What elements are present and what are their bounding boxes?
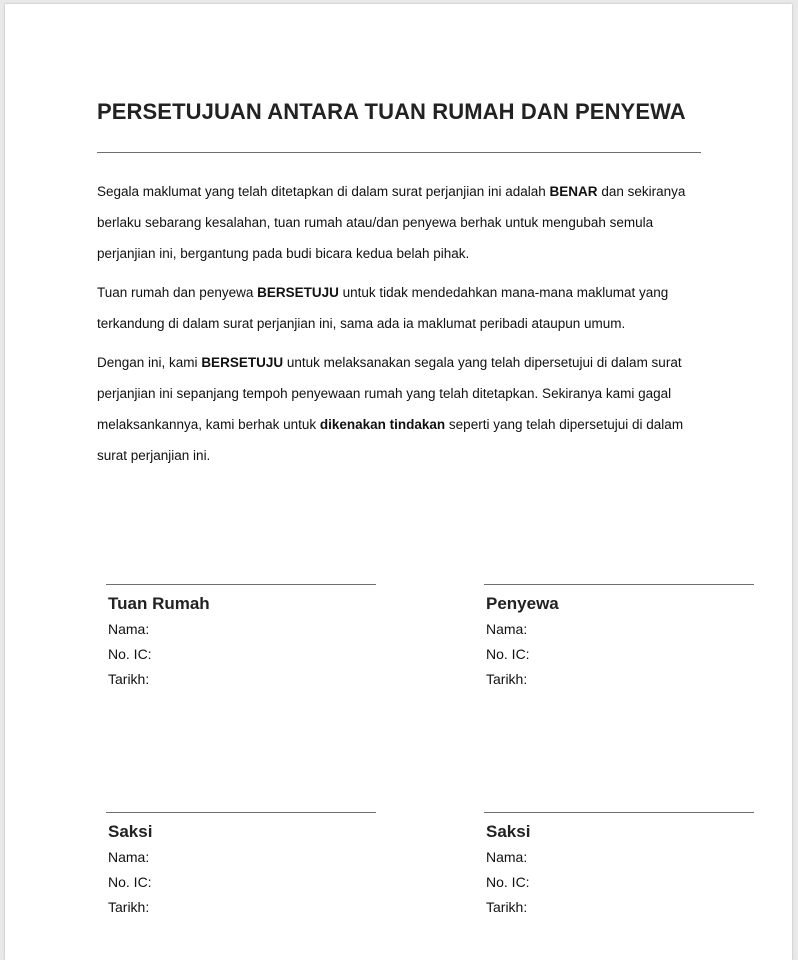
ic-field-label: No. IC: — [108, 874, 152, 890]
signature-title: Penyewa — [486, 594, 559, 613]
paragraph-text: Segala maklumat yang telah ditetapkan di dalam surat perjanjian ini adalah — [97, 184, 550, 199]
title-divider — [97, 152, 701, 153]
signature-title: Saksi — [108, 822, 153, 841]
agreement-body — [97, 176, 705, 479]
emphasis-text: dikenakan tindakan — [319, 417, 446, 432]
signature-block-penyewa — [484, 584, 754, 692]
agreement-paragraph — [97, 277, 705, 339]
ic-field-label: No. IC: — [486, 874, 530, 890]
signature-line — [484, 584, 754, 585]
name-field-label: Nama: — [486, 849, 528, 865]
signature-line — [106, 812, 376, 813]
name-field-label: Nama: — [486, 621, 528, 637]
ic-field-label: No. IC: — [108, 646, 152, 662]
date-field-label: Tarikh: — [108, 671, 150, 687]
document-page — [5, 4, 792, 960]
signature-line — [106, 584, 376, 585]
paragraph-text: Tuan rumah dan penyewa — [97, 285, 258, 300]
paragraph-text: untuk tidak mendedahkan mana-mana maklumat yang terkandung di dalam surat perjanjian ini, sama ada ia maklumat peribadi ataupun umum. — [97, 285, 669, 331]
document-title: PERSETUJUAN ANTARA TUAN RUMAH DAN PENYEWA — [97, 99, 686, 124]
signature-block-tuan-rumah — [106, 584, 376, 692]
date-field-label: Tarikh: — [108, 899, 150, 915]
name-field-label: Nama: — [108, 849, 150, 865]
agreement-paragraph — [97, 176, 705, 269]
paragraph-text: untuk melaksanakan segala yang telah dipersetujui di dalam surat perjanjian ini sepanjang tempoh penyewaan rumah yang telah ditetapkan. Sekiranya kami gagal melaksankannya, kami berhak untuk — [97, 355, 682, 432]
agreement-paragraph — [97, 347, 705, 471]
emphasis-text: BERSETUJU — [201, 355, 284, 370]
paragraph-text: Dengan ini, kami — [97, 355, 202, 370]
signature-block-saksi-1 — [106, 812, 376, 920]
name-field-label: Nama: — [108, 621, 150, 637]
signature-title: Tuan Rumah — [108, 594, 210, 613]
ic-field-label: No. IC: — [486, 646, 530, 662]
date-field-label: Tarikh: — [486, 671, 528, 687]
paragraph-text: dan sekiranya berlaku sebarang kesalahan, tuan rumah atau/dan penyewa berhak untuk mengubah semula perjanjian ini, bergantung pada budi bicara kedua belah pihak. — [97, 184, 686, 261]
signature-title: Saksi — [486, 822, 531, 841]
signature-block-saksi-2 — [484, 812, 754, 920]
emphasis-text: BERSETUJU — [257, 285, 339, 300]
emphasis-text: BENAR — [549, 184, 598, 199]
paragraph-text: seperti yang telah dipersetujui di dalam surat perjanjian ini. — [97, 417, 684, 463]
date-field-label: Tarikh: — [486, 899, 528, 915]
signature-line — [484, 812, 754, 813]
